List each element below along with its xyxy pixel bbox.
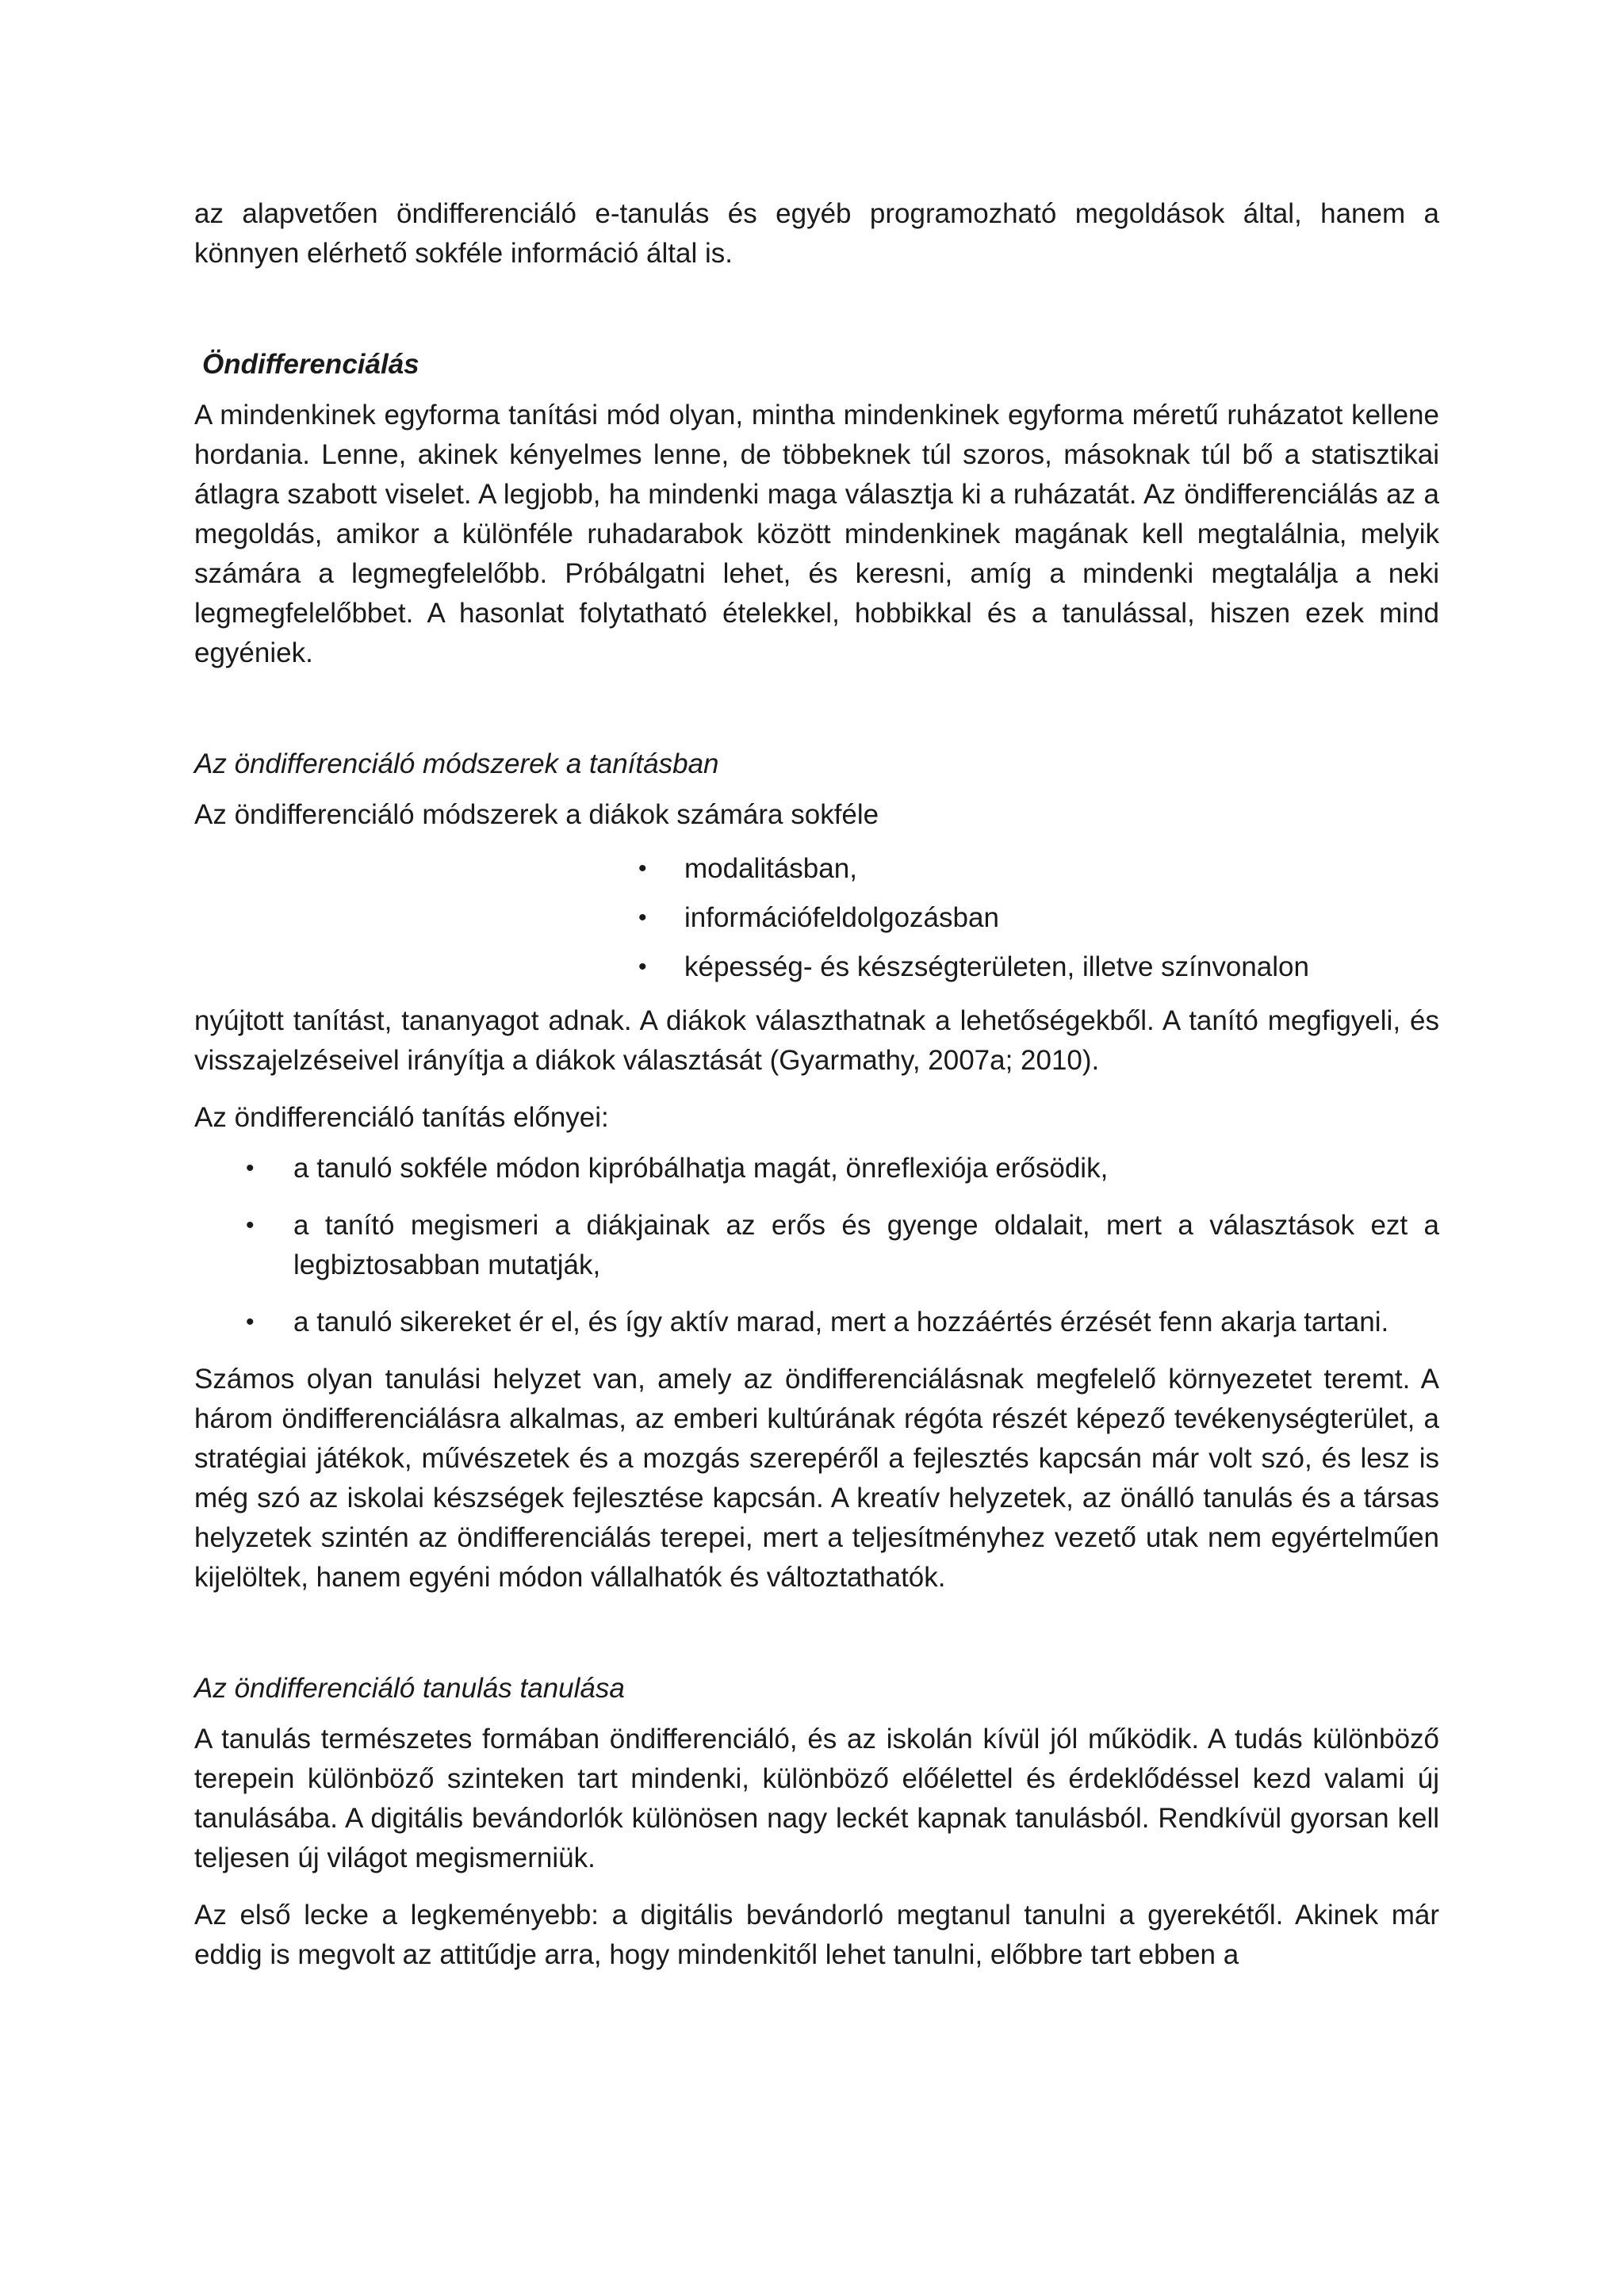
list-item-text: képesség- és készségterületen, illetve színvonalon	[684, 951, 1309, 982]
list-item	[638, 844, 1439, 894]
list-item	[246, 1206, 1439, 1285]
situations-paragraph: Számos olyan tanulási helyzet van, amely az öndifferenciálásnak megfelelő környezetet teremt. A három öndifferenciálásra alkalmas, az emberi kultúrának régóta részét képező tevékenységterület, a stratégiai játékok, művészetek és a mozgás szerepéről a fejlesztés kapcsán már volt szó, és lesz is még szó az iskolai készségek fejlesztése kapcsán. A kreatív helyzetek, az önálló tanulás és a társas helyzetek szintén az öndifferenciálás terepei, mert a teljesítményhez vezető utak nem egyértelműen kijelöltek, hanem egyéni módon vállalhatók és változtathatók.	[194, 1364, 1439, 1593]
advantages-lead-paragraph: Az öndifferenciáló tanítás előnyei:	[194, 1102, 609, 1133]
list-item-text: a tanító megismeri a diákjainak az erős és gyenge oldalait, mert a választások ezt a legbiztosabban mutatják,	[293, 1210, 1439, 1280]
list-item-text: modalitásban,	[684, 853, 857, 884]
bullet-icon: •	[246, 1212, 255, 1238]
list-item-text: a tanuló sikereket ér el, és így aktív marad, mert a hozzáértés érzését fenn akarja tartani.	[293, 1307, 1389, 1337]
section-heading-ondifferencialas: Öndifferenciálás	[202, 349, 419, 380]
list-item	[246, 1149, 1439, 1188]
list-item	[638, 894, 1439, 943]
list-item	[638, 943, 1439, 992]
bullet-icon: •	[638, 905, 647, 931]
bullet-icon: •	[638, 954, 647, 980]
methods-follow-paragraph: nyújtott tanítást, tananyagot adnak. A diákok választhatnak a lehetőségekből. A tanító megfigyeli, és visszajelzéseivel irányítja a diákok választását (Gyarmathy, 2007a; 2010).	[194, 1005, 1439, 1076]
intro-paragraph: az alapvetően öndifferenciáló e-tanulás és egyéb programozható megoldások által, hanem a könnyen elérhető sokféle információ által is.	[194, 198, 1439, 269]
bullet-icon: •	[246, 1155, 255, 1181]
first-lesson-paragraph: Az első lecke a legkeményebb: a digitális bevándorló megtanul tanulni a gyerekétől. Akinek már eddig is megvolt az attitűdje arra, hogy mindenkitől lehet tanulni, előbbre tart ebben a	[194, 1900, 1439, 1970]
methods-lead-paragraph: Az öndifferenciáló módszerek a diákok számára sokféle	[194, 799, 879, 830]
bullet-icon: •	[246, 1309, 255, 1335]
advantages-list	[246, 1149, 1439, 1342]
section-heading-methods: Az öndifferenciáló módszerek a tanításban	[194, 748, 719, 779]
list-item-text: információfeldolgozásban	[684, 902, 999, 933]
learning-paragraph: A tanulás természetes formában öndifferenciáló, és az iskolán kívül jól működik. A tudás különböző terepein különböző szinteken tart mindenki, különböző előélettel és érdeklődéssel kezd valami új tanulásába. A digitális bevándorlók különösen nagy leckét kapnak tanulásból. Rendkívül gyorsan kell teljesen új világot megismerniük.	[194, 1724, 1439, 1873]
bullet-icon: •	[638, 855, 647, 882]
list-item-text: a tanuló sokféle módon kipróbálhatja magát, önreflexiója erősödik,	[293, 1153, 1109, 1184]
modalities-list	[638, 844, 1439, 992]
section-heading-learning: Az öndifferenciáló tanulás tanulása	[194, 1673, 625, 1704]
list-item	[246, 1303, 1439, 1342]
document-page	[194, 194, 1439, 1975]
ondiff-paragraph: A mindenkinek egyforma tanítási mód olyan, mintha mindenkinek egyforma méretű ruházatot kellene hordania. Lenne, akinek kényelmes lenne, de többeknek túl szoros, másoknak túl bő a statisztikai átlagra szabott viselet. A legjobb, ha mindenki maga választja ki a ruházatát. Az öndifferenciálás az a megoldás, amikor a különféle ruhadarabok között mindenkinek magának kell megtalálnia, melyik számára a legmegfelelőbb. Próbálgatni lehet, és keresni, amíg a mindenki megtalálja a neki legmegfelelőbbet. A hasonlat folytatható ételekkel, hobbikkal és a tanulással, hiszen ezek mind egyéniek.	[194, 400, 1439, 668]
